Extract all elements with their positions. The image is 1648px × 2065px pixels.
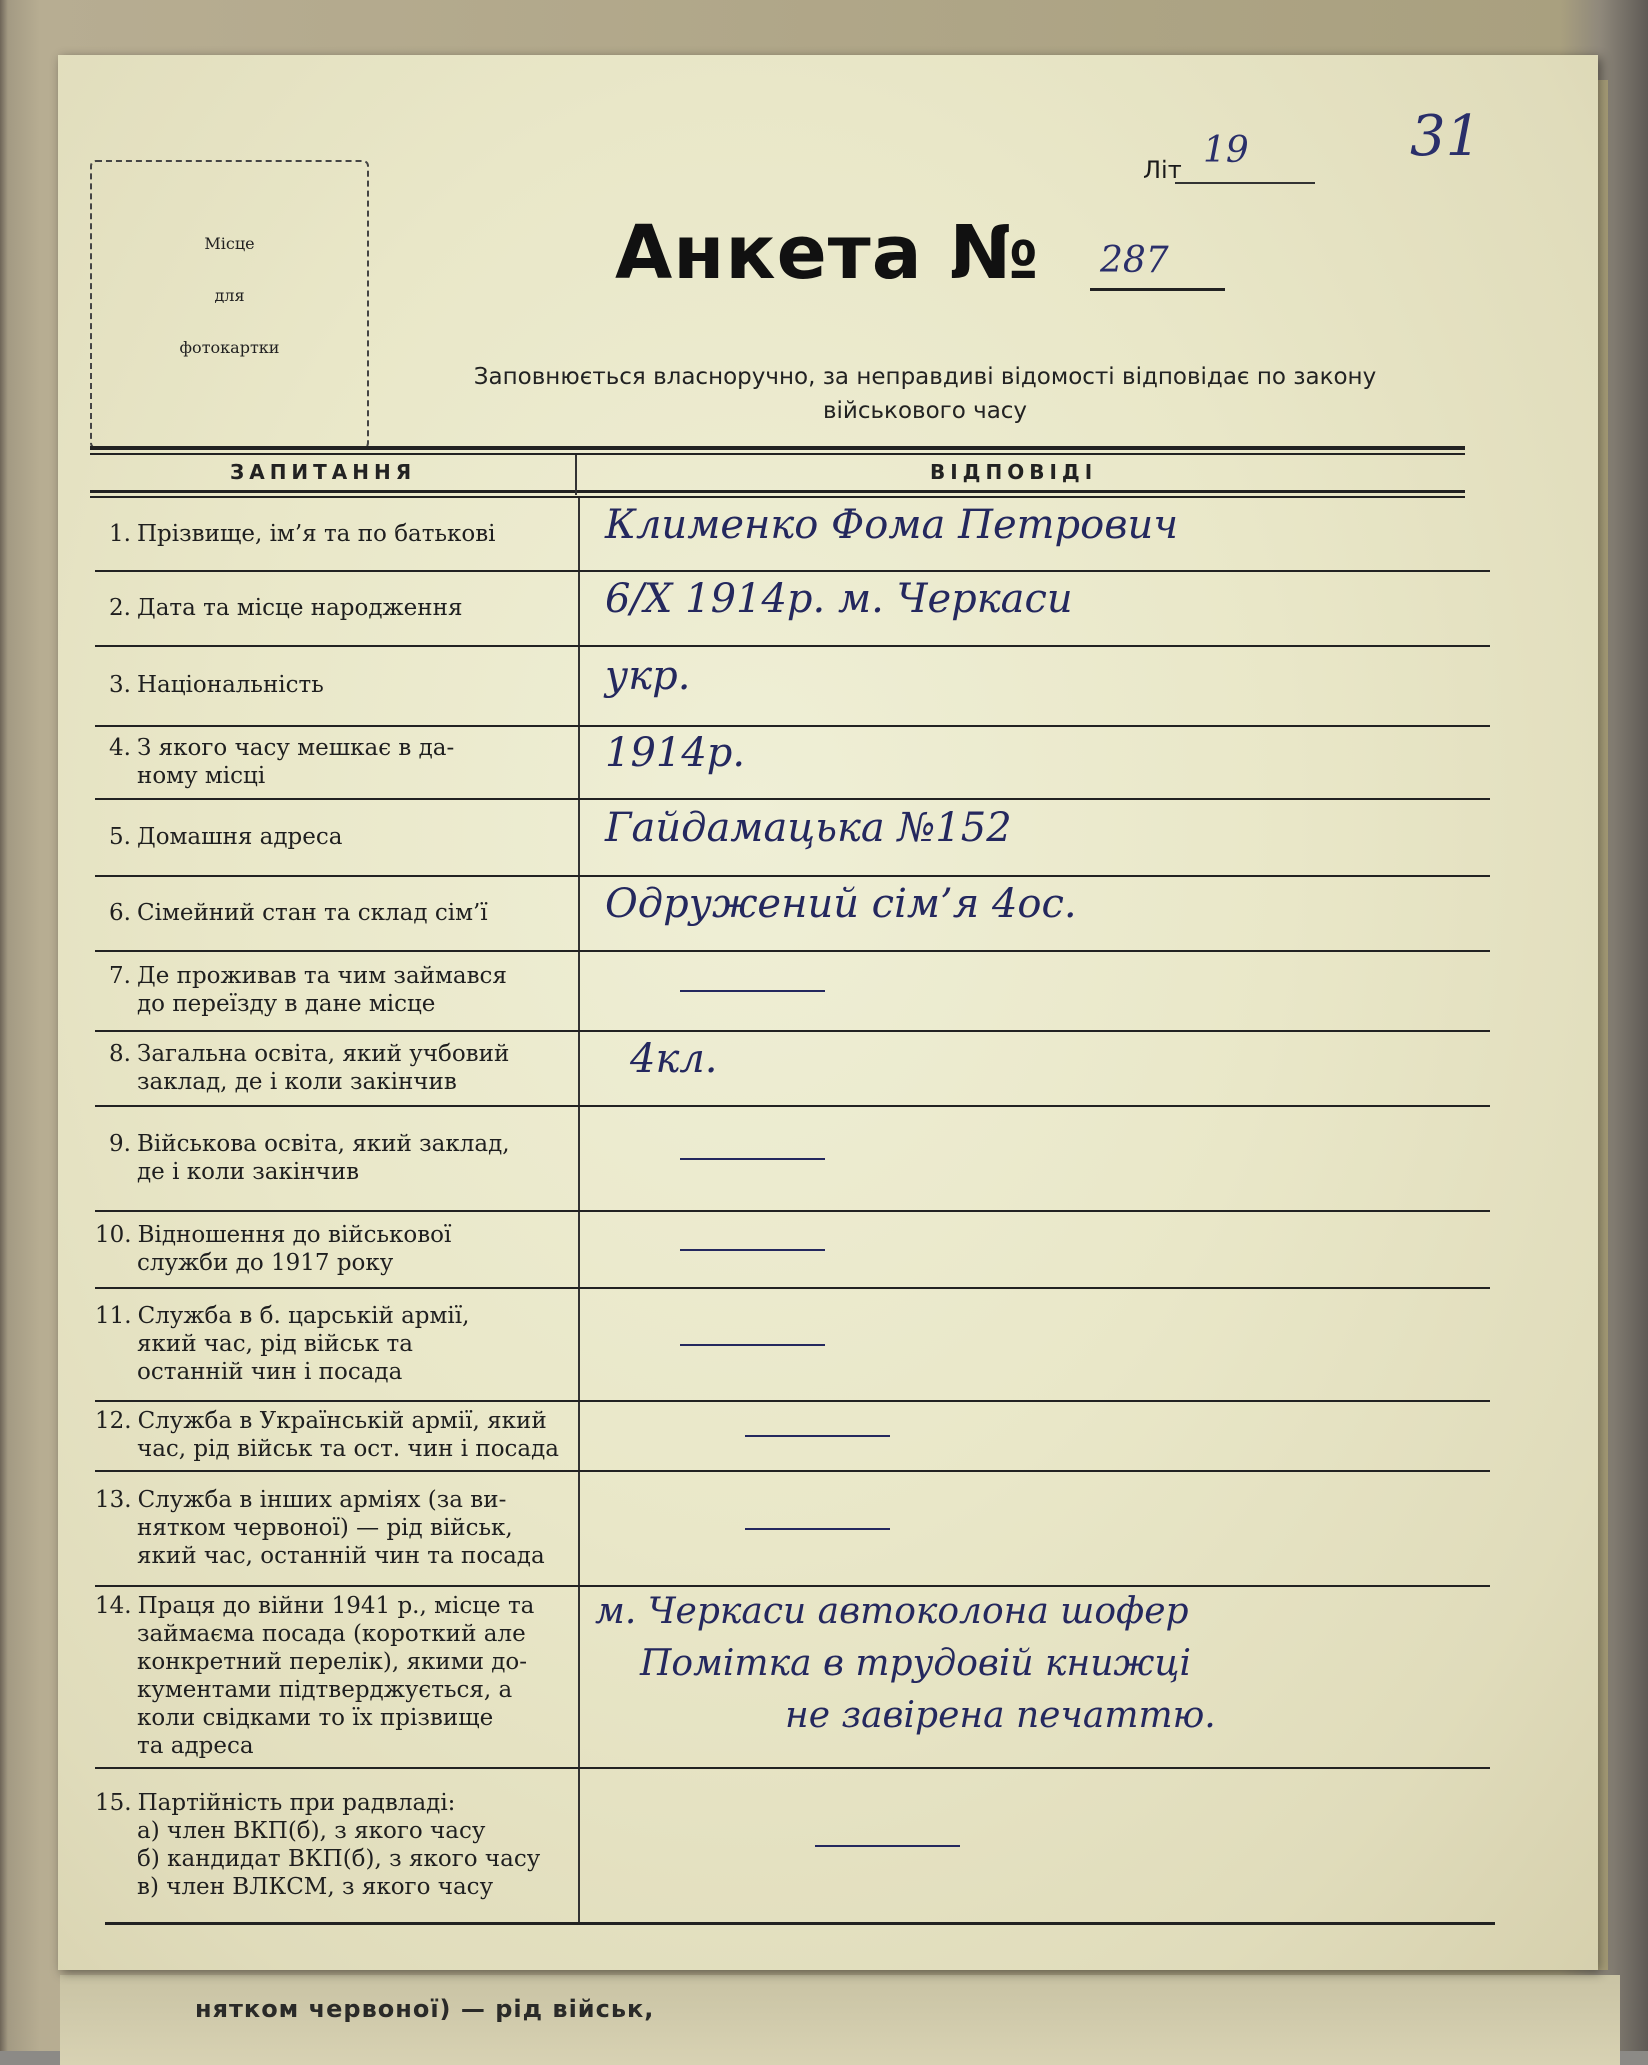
question-15-line-4: в) член ВЛКСМ, з якого часу bbox=[137, 1873, 494, 1900]
question-2-line-1: Дата та місце народження bbox=[137, 594, 463, 621]
question-15 bbox=[95, 1789, 590, 1901]
row-14-rule bbox=[95, 1767, 1490, 1769]
archive-number: 31 bbox=[1410, 104, 1482, 169]
question-11-line-3: останній чин і посада bbox=[137, 1358, 403, 1385]
question-number: 6. bbox=[109, 899, 131, 926]
next-page-edge bbox=[60, 1975, 1620, 2065]
question-15-line-3: б) кандидат ВКП(б), з якого часу bbox=[137, 1845, 541, 1872]
answer-4: 1914р. bbox=[605, 729, 746, 776]
row-10-rule bbox=[95, 1287, 1490, 1289]
row-13-rule bbox=[95, 1585, 1490, 1587]
photo-label-2: для bbox=[214, 286, 245, 305]
answer-14-line-2: Помітка в трудовій книжці bbox=[640, 1643, 1191, 1684]
question-11-line-1: Служба в б. царській армії, bbox=[137, 1302, 470, 1329]
answer-3: укр. bbox=[605, 653, 691, 699]
question-13-line-1: Служба в інших арміях (за ви- bbox=[137, 1486, 507, 1513]
lit-underline bbox=[1175, 182, 1315, 184]
question-7-line-2: до переїзду в дане місце bbox=[137, 991, 436, 1017]
question-3 bbox=[95, 671, 590, 699]
question-14-line-2: займаєма посада (короткий але bbox=[137, 1621, 526, 1647]
header-bottom-rule-2 bbox=[90, 496, 1465, 498]
answer-15-dash bbox=[815, 1845, 960, 1847]
question-number: 2. bbox=[109, 594, 131, 621]
question-15-line-2: а) член ВКП(б), з якого часу bbox=[137, 1817, 486, 1844]
question-number: 12. bbox=[95, 1408, 132, 1434]
answer-10-dash bbox=[680, 1249, 825, 1251]
question-14-line-4: кументами підтверджується, а bbox=[137, 1677, 513, 1703]
question-14 bbox=[95, 1592, 590, 1760]
question-14-line-6: та адреса bbox=[137, 1733, 254, 1759]
question-15-line-1: Партійність при радвладі: bbox=[137, 1789, 456, 1816]
question-8-line-1: Загальна освіта, який учбовий bbox=[137, 1040, 510, 1067]
question-12-line-1: Служба в Українській армії, який bbox=[137, 1408, 547, 1434]
question-number: 15. bbox=[95, 1789, 132, 1816]
answer-6: Одружений сім’я 4ос. bbox=[605, 880, 1077, 927]
answer-1: Клименко Фома Петрович bbox=[605, 502, 1179, 548]
question-number: 14. bbox=[95, 1593, 132, 1619]
question-8 bbox=[95, 1040, 590, 1096]
lit-label: Літ bbox=[1143, 156, 1182, 184]
answer-14-line-3: не завірена печаттю. bbox=[785, 1695, 1216, 1736]
photo-label-1: Місце bbox=[204, 234, 255, 253]
question-7-line-1: Де проживав та чим займався bbox=[137, 963, 507, 989]
question-14-line-1: Праця до війни 1941 р., місце та bbox=[137, 1593, 535, 1619]
question-2 bbox=[95, 594, 590, 622]
questions-column-header: ЗАПИТАННЯ bbox=[230, 460, 417, 484]
lit-value: 19 bbox=[1203, 130, 1249, 171]
subtitle-line-2: військового часу bbox=[822, 398, 1028, 424]
question-number: 5. bbox=[109, 823, 131, 850]
answer-2: 6/X 1914р. м. Черкаси bbox=[605, 575, 1073, 622]
question-1-line-1: Прізвище, ім’я та по батькові bbox=[137, 521, 496, 547]
question-4 bbox=[95, 734, 590, 790]
question-6-line-1: Сімейний стан та склад сім’ї bbox=[137, 899, 488, 926]
row-6-rule bbox=[95, 950, 1490, 952]
answer-14-line-1: м. Черкаси автоколона шофер bbox=[595, 1591, 1189, 1632]
answer-11-dash bbox=[680, 1344, 825, 1346]
answers-column-header: ВІДПОВІДІ bbox=[930, 460, 1098, 484]
question-number: 4. bbox=[109, 734, 131, 761]
question-1 bbox=[95, 520, 590, 548]
row-8-rule bbox=[95, 1105, 1490, 1107]
question-6 bbox=[95, 899, 590, 927]
row-2-rule bbox=[95, 645, 1490, 647]
form-number: 287 bbox=[1100, 240, 1169, 281]
question-4-line-2: ному місці bbox=[137, 762, 266, 789]
question-5-line-1: Домашня адреса bbox=[137, 823, 343, 850]
question-12-line-2: час, рід військ та ост. чин і посада bbox=[137, 1436, 560, 1462]
row-1-rule bbox=[95, 570, 1490, 572]
row-12-rule bbox=[95, 1470, 1490, 1472]
question-5 bbox=[95, 823, 590, 851]
question-9-line-1: Військова освіта, який заклад, bbox=[137, 1130, 510, 1157]
answer-9-dash bbox=[680, 1158, 825, 1160]
answer-13-dash bbox=[745, 1528, 890, 1530]
question-number: 3. bbox=[109, 672, 131, 698]
answer-5: Гайдамацька №152 bbox=[605, 804, 1012, 851]
question-9 bbox=[95, 1130, 590, 1186]
table-top-rule bbox=[90, 446, 1465, 450]
form-title: Анкета № bbox=[615, 210, 1040, 296]
row-11-rule bbox=[95, 1400, 1490, 1402]
question-number: 1. bbox=[109, 521, 131, 547]
question-11-line-2: який час, рід військ та bbox=[137, 1330, 413, 1357]
question-number: 9. bbox=[109, 1130, 131, 1157]
header-bottom-rule bbox=[90, 490, 1465, 493]
row-9-rule bbox=[95, 1210, 1490, 1212]
subtitle-line-1: Заповнюється власноручно, за неправдиві відомості відповідає по закону bbox=[473, 364, 1377, 390]
question-10-line-2: служби до 1917 року bbox=[137, 1249, 394, 1276]
question-13-line-2: нятком червоної) — рід військ, bbox=[137, 1514, 513, 1541]
next-page-peek-text: нятком червоної) — рід військ, bbox=[195, 1995, 655, 2023]
form-number-underline bbox=[1090, 288, 1225, 291]
question-14-line-3: конкретний перелік), якими до- bbox=[137, 1649, 528, 1675]
row-4-rule bbox=[95, 798, 1490, 800]
question-number: 10. bbox=[95, 1221, 132, 1248]
question-10 bbox=[95, 1221, 590, 1277]
header-divider bbox=[575, 455, 577, 495]
answer-7-dash bbox=[680, 990, 825, 992]
question-9-line-2: де і коли закінчив bbox=[137, 1158, 360, 1185]
answer-8: 4кл. bbox=[630, 1035, 718, 1082]
question-12 bbox=[95, 1407, 590, 1463]
photo-placeholder bbox=[90, 160, 369, 449]
row-5-rule bbox=[95, 875, 1490, 877]
answer-12-dash bbox=[745, 1435, 890, 1437]
row-3-rule bbox=[95, 725, 1490, 727]
question-14-line-5: коли свідками то їх прізвище bbox=[137, 1705, 494, 1731]
table-top-rule-2 bbox=[90, 453, 1465, 455]
question-7 bbox=[95, 962, 590, 1018]
question-13 bbox=[95, 1486, 590, 1570]
question-number: 13. bbox=[95, 1486, 132, 1513]
question-11 bbox=[95, 1302, 590, 1386]
question-number: 7. bbox=[109, 963, 131, 989]
row-7-rule bbox=[95, 1030, 1490, 1032]
question-8-line-2: заклад, де і коли закінчив bbox=[137, 1068, 457, 1095]
photo-label-3: фотокартки bbox=[179, 338, 280, 357]
question-10-line-1: Відношення до військової bbox=[137, 1221, 452, 1248]
row-15-rule bbox=[105, 1922, 1495, 1925]
question-13-line-3: який час, останній чин та посада bbox=[137, 1542, 545, 1569]
question-number: 11. bbox=[95, 1302, 132, 1329]
form-subtitle bbox=[395, 360, 1455, 428]
question-4-line-1: З якого часу мешкає в да- bbox=[137, 734, 455, 761]
question-3-line-1: Національність bbox=[137, 672, 324, 698]
question-number: 8. bbox=[109, 1040, 131, 1067]
